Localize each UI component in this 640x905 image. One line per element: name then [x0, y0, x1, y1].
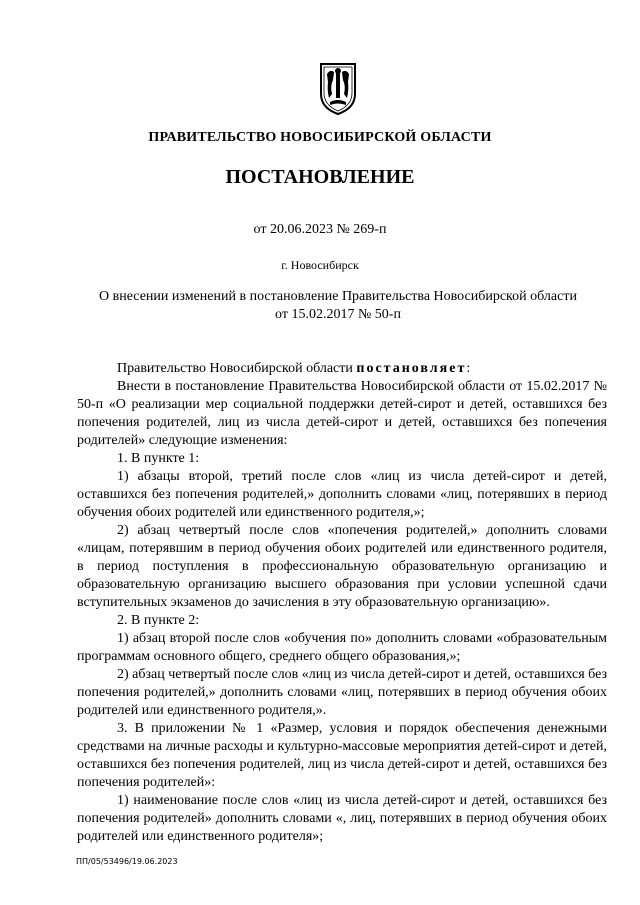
intro-text: Правительство Новосибирской области [117, 361, 357, 376]
paragraph-8: 3. В приложении № 1 «Размер, условия и порядок обеспечения денежными средствами на личные расходы и культурно-массовые мероприятия детей-сирот и детей, оставшихся без попечения родителей, лиц из числа детей-сирот и детей, оставшихся без попечения родителей»: [77, 721, 607, 790]
coat-of-arms-icon [318, 60, 358, 116]
organization-title: ПРАВИТЕЛЬСТВО НОВОСИБИРСКОЙ ОБЛАСТИ [148, 130, 492, 145]
subject-line-2: от 15.02.2017 № 50-п [275, 307, 401, 322]
paragraph-4: 2) абзац четвертый после слов «попечения родителей,» дополнить словами «лицам, потерявшим в период обучения обоих родителей или единственного родителя, в период поступления в профессиональную образовательную организацию и образовательную организацию высшего образования при условии успешной сдачи вступительных экзаменов до зачисления в эту образовательную организацию». [77, 523, 607, 610]
intro-paragraph [77, 360, 607, 378]
intro-resolves: постановляет [356, 361, 467, 376]
city-label: г. Новосибирск [281, 258, 359, 272]
subject-line-1: О внесении изменений в постановление Правительства Новосибирской области [99, 289, 577, 304]
document-subject [70, 288, 606, 324]
paragraph-7: 2) абзац четвертый после слов «лиц из числа детей-сирот и детей, оставшихся без попечения родителей,» дополнить словами «лиц, потерявших в период обучения обоих родителей или единственного родителя,». [77, 667, 607, 718]
paragraph-3: 1) абзацы второй, третий после слов «лиц из числа детей-сирот и детей, оставшихся без попечения родителей,» дополнить словами «лиц, потерявших в период обучения обоих родителей или единственного родителя,»; [77, 469, 607, 520]
paragraph-5: 2. В пункте 2: [117, 613, 200, 628]
paragraph-6: 1) абзац второй после слов «обучения по» дополнить словами «образовательным программам основного общего, среднего общего образования,»; [77, 631, 607, 664]
paragraph-9: 1) наименование после слов «лиц из числа детей-сирот и детей, оставшихся без попечения родителей» дополнить словами «, лиц, потерявших в период обучения обоих родителей или единственного родителя»; [77, 793, 607, 844]
document-type-title: ПОСТАНОВЛЕНИЕ [225, 166, 415, 188]
paragraph-1: Внести в постановление Правительства Новосибирской области от 15.02.2017 № 50-п «О реализации мер социальной поддержки детей-сирот и детей, оставшихся без попечения родителей, лиц из числа детей-сирот и детей, оставшихся без попечения родителей» следующие изменения: [77, 379, 607, 448]
paragraph-2: 1. В пункте 1: [117, 451, 200, 466]
document-body [77, 360, 607, 846]
intro-colon: : [466, 361, 471, 376]
date-and-number: от 20.06.2023 № 269-п [253, 222, 387, 237]
footer-code: ПП/05/53496/19.06.2023 [76, 857, 178, 866]
